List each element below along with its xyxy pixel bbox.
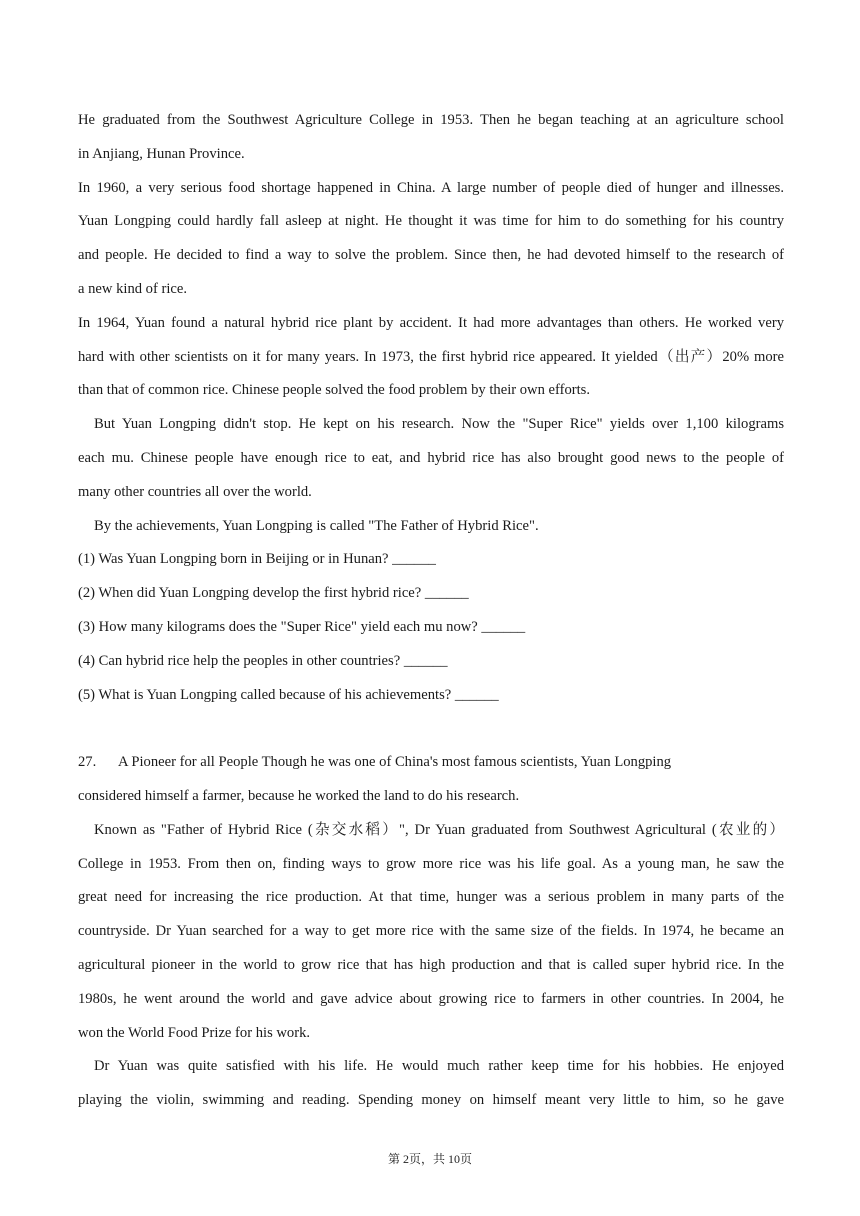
page-footer: 第 2页，共 10页 [387,1152,472,1166]
question-item: (3) How many kilograms does the "Super Rice" yield each mu now? ______ [78,618,526,635]
paragraph-line: agricultural pioneer in the world to grow rice that has high production and that is called super hybrid rice. In the [78,956,784,973]
paragraph-line: Known as "Father of Hybrid Rice (杂交水稻）", Dr Yuan graduated from Southwest Agricultural (农业的） [94,821,784,838]
paragraph-line: In 1964, Yuan found a natural hybrid rice plant by accident. It had more advantages than others. He worked very [78,314,784,331]
paragraph-line: College in 1953. From then on, finding ways to grow more rice was his life goal. As a young man, he saw the [78,855,784,872]
document-body [78,104,784,1118]
paragraph-line: hard with other scientists on it for many years. In 1973, the first hybrid rice appeared. It yielded（出产）20% more [78,348,784,365]
paragraph-line: playing the violin, swimming and reading. Spending money on himself meant very little to him, so he gave [78,1092,784,1109]
paragraph-line: By the achievements, Yuan Longping is called "The Father of Hybrid Rice". [94,517,539,534]
paragraph-line: than that of common rice. Chinese people solved the food problem by their own efforts. [78,382,591,399]
question-number: 27. [78,754,97,771]
spacer [78,712,784,746]
question-item: (4) Can hybrid rice help the peoples in other countries? ______ [78,652,448,669]
paragraph-line: in Anjiang, Hunan Province. [78,145,245,162]
paragraph-line: Yuan Longping could hardly fall asleep at night. He thought it was time for him to do something for his country [78,213,784,230]
paragraph-line: considered himself a farmer, because he worked the land to do his research. [78,787,520,804]
question-item: (5) What is Yuan Longping called because of his achievements? ______ [78,686,499,703]
paragraph-line: great need for increasing the rice production. At that time, hunger was a serious problem in many parts of the [78,889,784,906]
paragraph-line: many other countries all over the world. [78,483,312,500]
paragraph-line: won the World Food Prize for his work. [78,1024,311,1041]
paragraph-line: 1980s, he went around the world and gave advice about growing rice to farmers in other countries. In 2004, he [78,990,784,1007]
paragraph-line: Dr Yuan was quite satisfied with his life. He would much rather keep time for his hobbies. He enjoyed [94,1058,784,1075]
paragraph-line: each mu. Chinese people have enough rice to eat, and hybrid rice has also brought good news to the people of [78,449,784,466]
paragraph-line: In 1960, a very serious food shortage happened in China. A large number of people died of hunger and illnesses. [78,179,784,196]
paragraph-line: countryside. Dr Yuan searched for a way to get more rice with the same size of the fields. In 1974, he became an [78,923,784,940]
question-item: (1) Was Yuan Longping born in Beijing or in Hunan? ______ [78,551,436,568]
paragraph-line: But Yuan Longping didn't stop. He kept on his research. Now the "Super Rice" yields over 1,100 kilograms [94,416,784,433]
paragraph-line: a new kind of rice. [78,280,188,297]
paragraph-line: He graduated from the Southwest Agriculture College in 1953. Then he began teaching at an agriculture school [78,112,784,128]
question-item: (2) When did Yuan Longping develop the first hybrid rice? ______ [78,585,469,602]
paragraph-line: and people. He decided to find a way to solve the problem. Since then, he had devoted himself to the research of [78,247,784,264]
paragraph-line: A Pioneer for all People Though he was one of China's most famous scientists, Yuan Longping [118,754,672,771]
question-heading [78,746,784,780]
